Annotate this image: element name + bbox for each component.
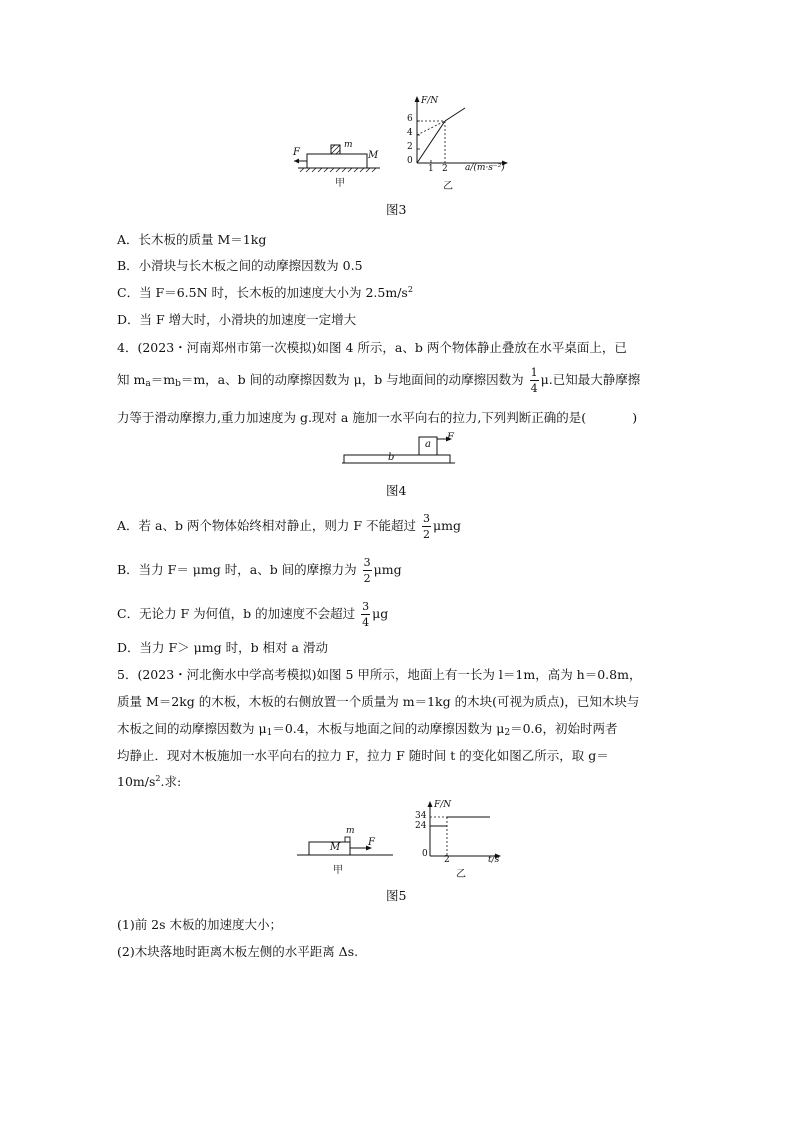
q5-sub-1: 1 (266, 728, 273, 738)
fig3-y-tick: 6 (407, 114, 413, 124)
frac-num: 3 (423, 512, 431, 525)
q4-option-a (117, 513, 461, 540)
q4-option-a-fraction (422, 513, 431, 540)
q4-line2-rest: ＝m，a、b 间的动摩擦因数为 μ，b 与地面间的动摩擦因数为 (180, 372, 524, 387)
q5-stem-line4: 均静止．现对木板施加一水平向右的拉力 F，拉力 F 随时间 t 的变化如图乙所示，取 g＝ (117, 748, 609, 763)
fig3-y-tick: 0 (407, 156, 413, 166)
fig5-y-axis-label: F/N (434, 800, 452, 810)
fig3-board-label: M (368, 150, 379, 161)
q4-option-a-text: A．若 a、b 两个物体始终相对静止，则力 F 不能超过 (117, 518, 417, 533)
q5-sub-2: 2 (504, 728, 511, 738)
fig3-y-tick: 2 (407, 142, 413, 152)
q4-option-d: D．当力 F＞ μmg 时，b 相对 a 滑动 (117, 640, 328, 655)
q5-line5-a: 10m/s (117, 774, 156, 789)
fig4-caption: 图4 (386, 483, 407, 498)
fig5-x-axis-label: t/s (488, 855, 500, 865)
fig4-block-b-label: b (388, 452, 395, 463)
fig5-caption: 图5 (386, 888, 407, 903)
q5-line3-b: ＝0.4，木板与地面之间的动摩擦因数为 μ (272, 721, 505, 736)
fig3-yi-label: 乙 (443, 181, 453, 192)
frac-den: 4 (362, 616, 370, 629)
fig3-x-tick: 2 (442, 164, 448, 174)
frac-den: 2 (363, 572, 371, 585)
fig5-y-tick: 0 (422, 849, 428, 859)
fig3-force-label: F (293, 147, 300, 158)
frac-den: 2 (423, 528, 431, 541)
q4-option-b-text: B．当力 F＝ μmg 时，a、b 间的摩擦力为 (117, 562, 357, 577)
q4-option-c-text: C．无论力 F 为何值，b 的加速度不会超过 (117, 606, 356, 621)
fig5-block-label: m (346, 826, 355, 836)
q4-option-c-suffix: μg (372, 606, 389, 621)
q4-option-b-suffix: μmg (373, 562, 402, 577)
q5-line3-a: 木板之间的动摩擦因数为 μ (117, 721, 267, 736)
q4-stem-line3 (117, 408, 637, 426)
fig3-caption: 图3 (386, 202, 407, 217)
fig5-x-tick: 2 (444, 855, 450, 865)
fig4-force-label: F (447, 432, 454, 443)
q5-stem-line2: 质量 M＝2kg 的木板，木板的右侧放置一个质量为 m＝1kg 的木块(可视为质点)，已知木块与 (117, 694, 640, 709)
fig5-jia-label: 甲 (333, 865, 343, 876)
q4-sub-b: b (175, 379, 181, 389)
q4-line2-mid: ＝m (150, 372, 176, 387)
q4-option-c-fraction (361, 601, 370, 628)
fig5-yi-label: 乙 (456, 869, 466, 880)
q5-sub-question-2: (2)木块落地时距离木板左侧的水平距离 Δs. (117, 944, 359, 959)
fig5-force-label: F (368, 837, 375, 848)
q4-option-a-suffix: μmg (433, 518, 462, 533)
q5-line5-b: .求: (160, 774, 182, 789)
fig3-jia-label: 甲 (335, 178, 345, 189)
q5-stem-line3 (117, 719, 617, 738)
fig5-y-tick: 34 (415, 811, 427, 821)
q4-option-b-fraction (363, 557, 372, 584)
fig3-y-axis-label: F/N (421, 96, 439, 106)
q4-sub-a: a (145, 379, 151, 389)
fig5-jia-diagram (295, 825, 395, 860)
q3-option-c (117, 283, 413, 301)
q4-line2-end: μ.已知最大静摩擦 (540, 372, 641, 387)
q4-option-b (117, 557, 402, 584)
q4-stem-line2 (117, 367, 640, 394)
q5-line5-sup: 2 (155, 774, 161, 783)
fig5-y-tick: 24 (415, 821, 427, 831)
q4-frac-num: 1 (530, 366, 538, 379)
fig3-small-block-label: m (344, 140, 353, 150)
fig5-board-label: M (330, 842, 341, 853)
q5-stem-line1: 5．(2023・河北衡水中学高考模拟)如图 5 甲所示，地面上有一长为 l＝1m，高为 h＝0.8m， (117, 667, 642, 682)
q3-option-c-sup: 2 (407, 285, 413, 294)
q5-line3-c: ＝0.6，初始时两者 (510, 721, 618, 736)
q3-option-c-text: C．当 F＝6.5N 时，长木板的加速度大小为 2.5m/s (117, 285, 408, 300)
q4-option-c (117, 601, 388, 628)
q4-line2-prefix: 知 m (117, 372, 146, 387)
q4-fraction (530, 367, 539, 394)
q4-frac-den: 4 (530, 382, 538, 395)
q5-stem-line5 (117, 772, 181, 790)
fig3-x-tick: 1 (428, 164, 434, 174)
frac-num: 3 (363, 556, 371, 569)
q4-stem-line1: 4．(2023・河南郑州市第一次模拟)如图 4 所示，a、b 两个物体静止叠放在水平桌面上，已 (117, 340, 627, 355)
q3-option-d: D．当 F 增大时，小滑块的加速度一定增大 (117, 312, 357, 327)
q5-sub-question-1: (1)前 2s 木板的加速度大小； (117, 917, 283, 932)
fig4-block-a-label: a (425, 439, 431, 450)
q4-line3-text: 力等于滑动摩擦力,重力加速度为 g.现对 a 施加一水平向右的拉力,下列判断正确的是( (117, 410, 587, 425)
q3-option-a: A．长木板的质量 M＝1kg (117, 232, 267, 247)
fig3-y-tick: 4 (407, 128, 413, 138)
q4-line3-close: ) (632, 410, 638, 425)
frac-num: 3 (362, 600, 370, 613)
fig3-x-axis-label: a/(m·s⁻²) (465, 163, 505, 173)
q3-option-b: B．小滑块与长木板之间的动摩擦因数为 0.5 (117, 258, 363, 273)
